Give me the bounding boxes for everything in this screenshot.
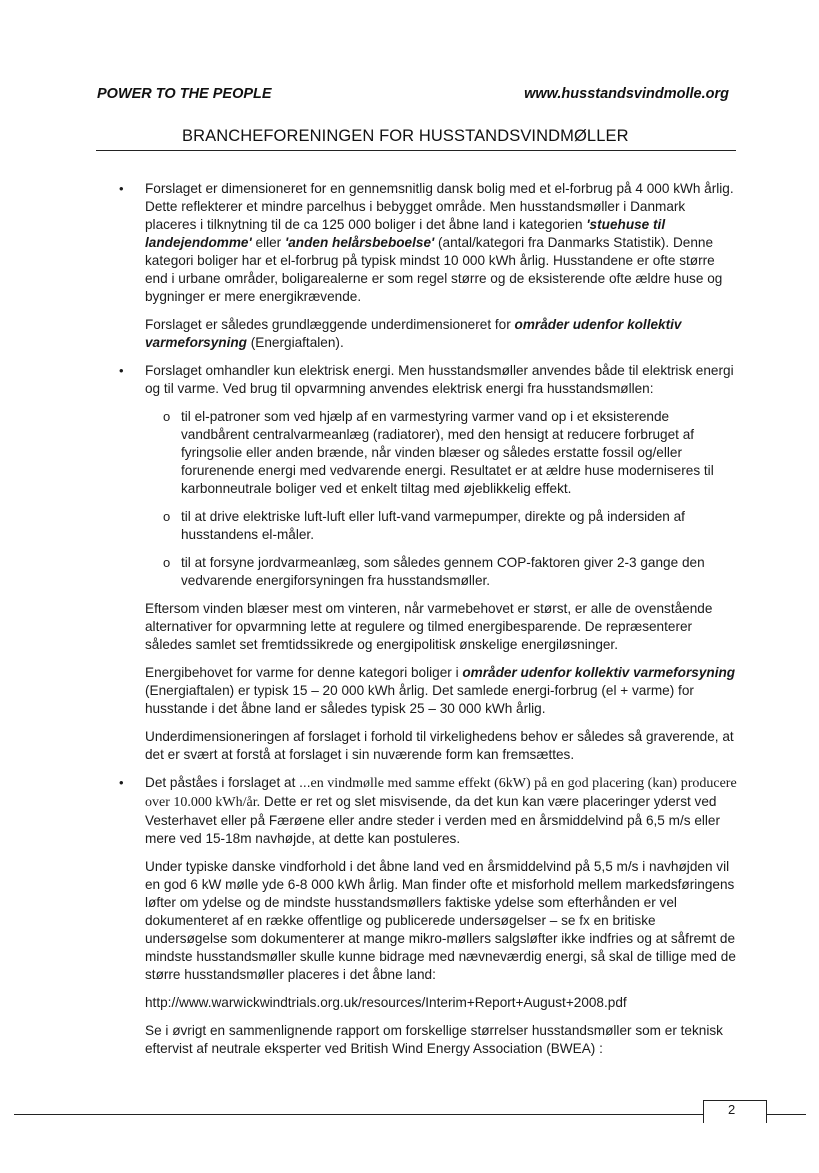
text: Det påståes i forslaget at ... bbox=[145, 775, 311, 790]
sub-bullet-mark: o bbox=[163, 555, 171, 570]
bullet-mark: • bbox=[119, 181, 124, 196]
sub-bullet-mark: o bbox=[163, 509, 171, 524]
bullet-item bbox=[119, 362, 740, 398]
text: Forslaget er således grundlæggende underdimensioneret for bbox=[145, 317, 515, 332]
paragraph bbox=[145, 664, 740, 718]
text: Energibehovet for varme for denne kategori boliger i bbox=[145, 665, 463, 680]
paragraph: Se i øvrigt en sammenlignende rapport om forskellige størrelser husstandsmøller som er teknisk eftervist af neutrale eksperter ved British Wind Energy Association (BWEA) : bbox=[145, 1023, 723, 1056]
paragraph: Under typiske danske vindforhold i det åbne land ved en årsmiddelvind på 5,5 m/s i navhøjden vil en god 6 kW mølle yde 6-8 000 kWh årlig. Man finder ofte et misforhold mellem markedsføringens løfter om ydelse og de mindste husstandsmøllers faktiske ydelse som efterhånden er vel dokumenteret af en række offentlige og publicerede undersøgelser – se fx en britiske undersøgelse som dokumenterer at mange mikro-møllers salgsløfter ikke indfries og at såfremt de mindste husstandsmøller skulle kunne bidrage med nævneværdig energi, så skal de tillige med de større husstandsmøller placeres i det åbne land: bbox=[145, 859, 736, 982]
bullet-mark: • bbox=[119, 775, 124, 790]
text: Dette er ret og slet misvisende, da det kun kan være placeringer yderst ved Vesterhavet eller på Færøene eller andre steder i verden med en årsmiddelvind på 6,5 m/s eller mere ved 15-18m navhøjde, at dette kan postuleres. bbox=[145, 794, 721, 846]
emphasis: områder udenfor kollektiv varmeforsyning bbox=[462, 665, 736, 680]
sub-bullet-mark: o bbox=[163, 409, 171, 424]
emphasis: 'stuehuse til landejendomme' bbox=[145, 217, 666, 250]
text: eller bbox=[251, 235, 285, 250]
text: Forslaget er dimensioneret for en gennemsnitlig dansk bolig med et el-forbrug på 4 000 kWh årlig. Dette reflekterer et mindre parcelhus i bebygget område. Men husstandsmøller i Danmark placeres i tilknytning til de ca 125 000 boliger i det åbne land i kategorien bbox=[145, 181, 734, 232]
page-number: 2 bbox=[728, 1102, 736, 1117]
text: (Energiaftalen) er typisk 15 – 20 000 kWh årlig. Det samlede energi-forbrug (el + varme) for husstande i det åbne land er således typisk 25 – 30 000 kWh årlig. bbox=[145, 683, 694, 716]
paragraph: Eftersom vinden blæser mest om vinteren, når varmebehovet er størst, er alle de ovenstående alternativer for opvarmning lette at regulere og tilmed energibesparende. De repræsenterer således samlet set fremtidssikrede og energipolitisk ønskelige energiløsninger. bbox=[145, 601, 713, 652]
text: (Energiaftalen). bbox=[247, 335, 344, 350]
text: til el-patroner som ved hjælp af en varmestyring varmer vand op i et eksisterende vandbårent centralvarmeanlæg (radiatorer), med den hensigt at reducere forbruget af fyringsolie eller anden brænde, når vinden blæser og således erstatte fossil og/eller forurenende energi med vedvarende energi. Resultatet er at ældre huse moderniseres til karbonneutrale boliger ved et enkelt tiltag med øjeblikkelig effekt. bbox=[181, 409, 714, 496]
bullet-item bbox=[119, 180, 740, 306]
text: til at drive elektriske luft-luft eller luft-vand varmepumper, direkte og på indersiden af husstandens el-måler. bbox=[181, 509, 685, 542]
footer-divider bbox=[14, 1114, 704, 1115]
bullet-mark: • bbox=[119, 363, 124, 378]
quote-text: en vindmølle med samme effekt (6kW) på en god placering (kan) producere over 10.000 kWh/år. bbox=[145, 776, 737, 810]
title-divider bbox=[96, 150, 736, 151]
sub-bullet-item bbox=[163, 554, 740, 590]
header-website: www.husstandsvindmolle.org bbox=[524, 86, 729, 102]
text: til at forsyne jordvarmeanlæg, som således gennem COP-faktoren giver 2-3 gange den vedvarende energiforsyningen fra husstandsmøller. bbox=[181, 555, 705, 588]
text: Forslaget omhandler kun elektrisk energi. Men husstandsmøller anvendes både til elektrisk energi og til varme. Ved brug til opvarmning anvendes elektrisk energi fra husstandsmøllen: bbox=[145, 363, 734, 396]
paragraph: Underdimensioneringen af forslaget i forhold til virkelighedens behov er således så graverende, at det er svært at forstå at forslaget i sin nuværende form kan fremsættes. bbox=[145, 729, 734, 762]
sub-bullet-item bbox=[163, 508, 740, 544]
footer-divider-right bbox=[766, 1114, 806, 1115]
header-left-slogan: POWER TO THE PEOPLE bbox=[97, 86, 272, 102]
bullet-item bbox=[119, 774, 740, 848]
emphasis: områder udenfor kollektiv varmeforsyning bbox=[145, 317, 682, 350]
text: (antal/kategori fra Danmarks Statistik). Denne kategori boliger har et el-forbrug på typisk mindst 10 000 kWh årlig. Husstandene er ofte større end i urbane områder, boligarealerne er som regel større og de eksisterende ofte ældre huse og bygninger er mere energikrævende. bbox=[145, 235, 723, 304]
paragraph bbox=[145, 316, 740, 352]
emphasis: 'anden helårsbeboelse' bbox=[284, 235, 435, 250]
page-title: BRANCHEFORENINGEN FOR HUSSTANDSVINDMØLLER bbox=[182, 127, 629, 145]
report-link[interactable]: http://www.warwickwindtrials.org.uk/resources/Interim+Report+August+2008.pdf bbox=[145, 995, 627, 1010]
sub-bullet-item bbox=[163, 408, 740, 498]
main-content bbox=[119, 180, 740, 1068]
